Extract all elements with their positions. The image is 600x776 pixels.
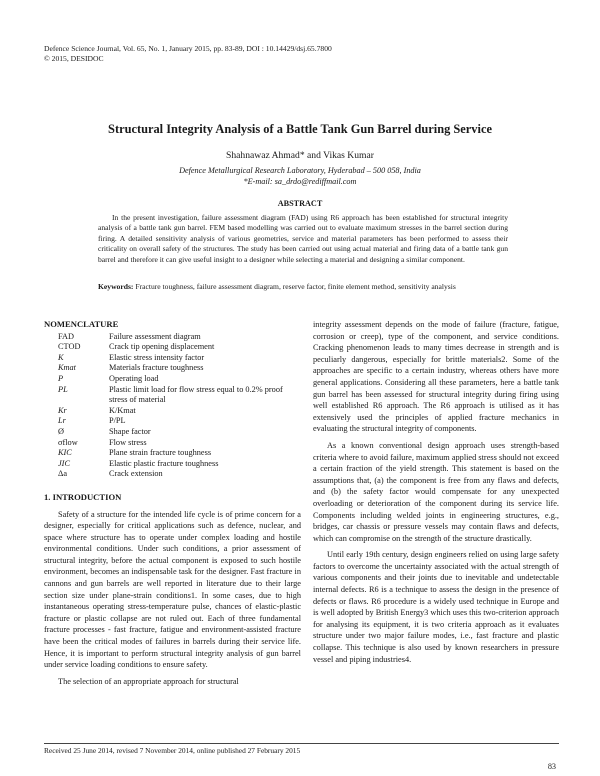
right-paragraph-1: integrity assessment depends on the mode of failure (fracture, fatigue, corrosion or creep), type of the component, and service conditions. Cracking phenomenon leads to many times decrease in strength and is peculiarly dangerous, especially for brittle materials2. Some of the approaches are specific to a certain industry, whereas others have more general applications. Considering all these parameters, here a battle tank gun barrel has been assessed for structural integrity during firing using well established R6 approach. The R6 approach is utilised as it has extensively used the principles of applied fracture mechanics in evaluating the structural integrity of components.: [313, 320, 559, 434]
right-column: [313, 319, 559, 665]
nomenclature-item: PL Plastic limit load for flow stress equal to 0.2% proof stress of material: [58, 384, 283, 405]
journal-citation: Defence Science Journal, Vol. 65, No. 1, January 2015, pp. 83-89, DOI : 10.14429/dsj.65.7800: [44, 44, 332, 53]
received-dates: Received 25 June 2014, revised 7 November 2014, online published 27 February 2015: [44, 746, 301, 755]
section-heading-introduction: 1. INTRODUCTION: [44, 491, 122, 502]
copyright-notice: © 2015, DESIDOC: [44, 54, 104, 63]
nomenclature-item: Kmat Materials fracture toughness: [58, 363, 204, 373]
keywords-list: Fracture toughness, failure assessment diagram, reserve factor, finite element method, sensitivity analysis: [135, 282, 456, 291]
nomenclature-item: Δa Crack extension: [58, 469, 163, 479]
author-email: *E-mail: sa_drdo@rediffmail.com: [243, 176, 357, 186]
nomenclature-item: JIC Elastic plastic fracture toughness: [58, 458, 219, 468]
nomenclature-item: K Elastic stress intensity factor: [58, 352, 205, 362]
nomenclature-item: Lr P/PL: [58, 416, 126, 426]
right-paragraph-3: Until early 19th century, design engineers relied on using large safety factors to overcome the uncertainty associated with the actual strength of various components and their joints due to inevitable and undetectable internal defects. R6 is a technique to assess the design in the presence of defects or flaws. R6 procedure is a widely used technique in Europe and is well adopted by British Energy3 which uses this two-criterion approach for analysing its equipment, it is two criteria approach as it evaluates structure under two major failure modes, i.e., fast fracture and plastic collapse. This technique is also used by known researchers in pressure vessel and piping industries4.: [313, 550, 559, 664]
nomenclature-list: [44, 332, 301, 480]
nomenclature-heading: NOMENCLATURE: [44, 319, 119, 329]
nomenclature-item: KIC Plane strain fracture toughness: [58, 448, 212, 458]
affiliation: Defence Metallurgical Research Laboratory, Hyderabad – 500 058, India: [179, 166, 421, 175]
article-authors: Shahnawaz Ahmad* and Vikas Kumar: [226, 150, 374, 161]
abstract-text: In the present investigation, failure assessment diagram (FAD) using R6 approach has been established for structural integrity analysis of a battle tank gun barrel. FEM based modelling was carried out to evaluate maximum stresses in the barrel section during firing. A detailed sensitivity analysis of various geometries, service and material parameters has been performed to assess their criticality on overall safety of the structures. The study has been carried out using actual material and firing data of a battle tank gun barrel and therefore it can give useful insight to a designer while selecting a material and designing a similar component.: [98, 213, 508, 264]
abstract-heading: ABSTRACT: [277, 199, 323, 208]
nomenclature-item: Kr K/Kmat: [58, 405, 136, 415]
right-paragraph-2: As a known conventional design approach uses strength-based criteria where to avoid failure, maximum applied stress should not exceed a certain fraction of the yield strength. This statement is based on the assumptions that, (a) the component is free from any flaws and defects, and (b) the safety factor would compensate for any unexpected overloading or deterioration of the component during its service life. Components including welded joints in engineering structures, e.g., bridges, car chassis or pressure vessels may contain flaws and defects, which can compromise on the strength of the structure drastically.: [313, 440, 559, 543]
author-affiliation-block: [0, 166, 600, 187]
footer-divider: [44, 743, 559, 744]
nomenclature-item: FAD Failure assessment diagram: [58, 331, 201, 341]
nomenclature-item: σflow Flow stress: [58, 437, 147, 447]
left-column: [44, 319, 301, 687]
page-number: 83: [547, 762, 556, 771]
intro-paragraph-2: The selection of an appropriate approach for structural: [58, 676, 239, 686]
nomenclature-item: Ø Shape factor: [58, 426, 151, 436]
keywords-label: Keywords:: [98, 282, 134, 291]
journal-header: [44, 44, 332, 64]
nomenclature-item: P Operating load: [58, 373, 159, 383]
nomenclature-item: CTOD Crack tip opening displacement: [58, 342, 215, 352]
article-title: Structural Integrity Analysis of a Battle Tank Gun Barrel during Service: [108, 122, 492, 136]
keywords: [98, 282, 508, 292]
intro-paragraph-1: Safety of a structure for the intended life cycle is of prime concern for a designer, especially for critical applications such as defence, nuclear, and space where structure has to operate under complex loading and hostile environmental conditions. Under such conditions, a prior assessment of structural integrity, before the actual component is exposed to such hostile environment, becomes an indispensable task for the designer. Fast fracture in cannons and gun barrels are well reported in literature due to their large section size under plane-strain conditions1. In some cases, due to high instantaneous operating stress-temperature pulse, chances of elastic-plastic fracture or plastic collapse are not ruled out. Each of three fundamental fracture processes - fast fracture, fatigue and environment-assisted fracture have been the critical modes of failures in barrels during their service life. Hence, it is important to perform structural integrity analysis of gun barrel under service loading conditions to ensure safety.: [44, 509, 301, 670]
